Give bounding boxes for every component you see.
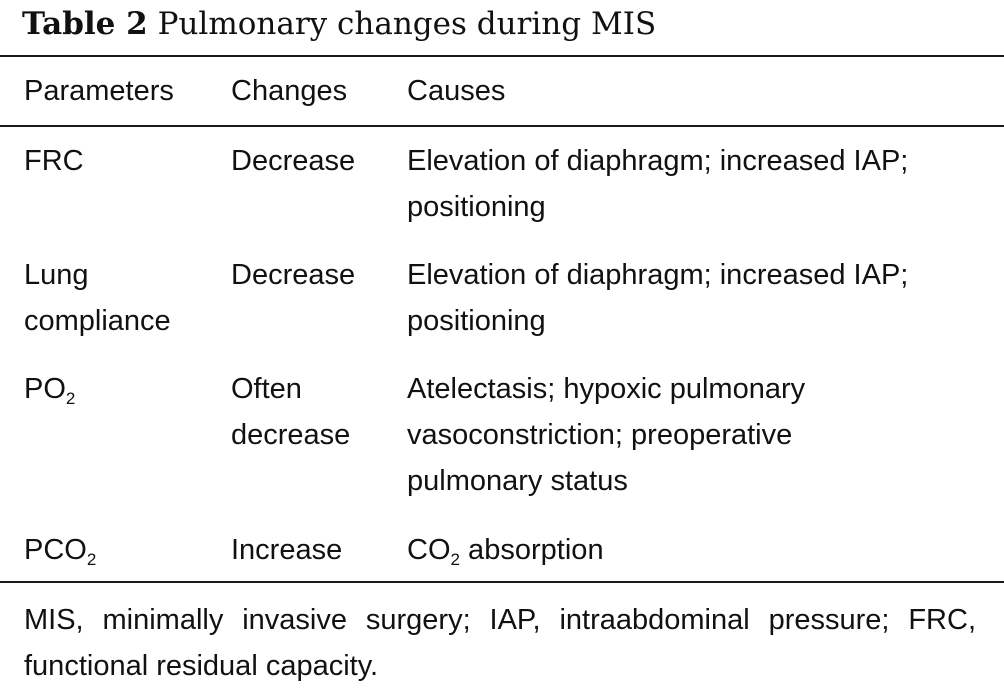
table-caption: Pulmonary changes during MIS bbox=[157, 6, 657, 42]
table-label: Table 2 bbox=[22, 6, 148, 42]
change-line: Often bbox=[231, 373, 302, 405]
header-rule bbox=[0, 125, 1004, 127]
row-po2-parameter: $PO_2$ bbox=[24, 373, 76, 408]
row-pco2-change: Increase bbox=[231, 534, 343, 566]
bottom-rule bbox=[0, 581, 1004, 583]
causes-line: pulmonary status bbox=[407, 465, 628, 497]
row-frc-causes bbox=[407, 138, 908, 230]
causes-line: positioning bbox=[407, 191, 546, 223]
causes-line: Elevation of diaphragm; increased IAP; bbox=[407, 145, 909, 177]
row-lung-compliance-parameter bbox=[24, 252, 171, 344]
causes-line: positioning bbox=[407, 305, 546, 337]
table-title bbox=[22, 4, 656, 44]
causes-line: Elevation of diaphragm; increased IAP; bbox=[407, 259, 909, 291]
row-lung-compliance-causes bbox=[407, 252, 908, 344]
change-line: decrease bbox=[231, 419, 351, 451]
table-footnote: MIS, minimally invasive surgery; IAP, intraabdominal pressure; FRC, functional residual capacity. bbox=[24, 604, 976, 682]
row-pco2-parameter: $PCO_2$ bbox=[24, 534, 97, 569]
row-lung-compliance-change: Decrease bbox=[231, 259, 356, 291]
row-frc-parameter: FRC bbox=[24, 145, 84, 177]
header-changes: Changes bbox=[231, 75, 348, 107]
row-po2-causes bbox=[407, 366, 805, 504]
row-po2-change bbox=[231, 366, 350, 458]
header-causes: Causes bbox=[407, 75, 506, 107]
header-parameters: Parameters bbox=[24, 75, 174, 107]
causes-line: Atelectasis; hypoxic pulmonary bbox=[407, 373, 806, 405]
row-pco2-causes: $CO_2$ absorption bbox=[407, 534, 604, 569]
row-frc-change: Decrease bbox=[231, 145, 356, 177]
parameter-line: compliance bbox=[24, 305, 171, 337]
causes-line: vasoconstriction; preoperative bbox=[407, 419, 793, 451]
parameter-line: Lung bbox=[24, 259, 89, 291]
top-rule bbox=[0, 55, 1004, 57]
